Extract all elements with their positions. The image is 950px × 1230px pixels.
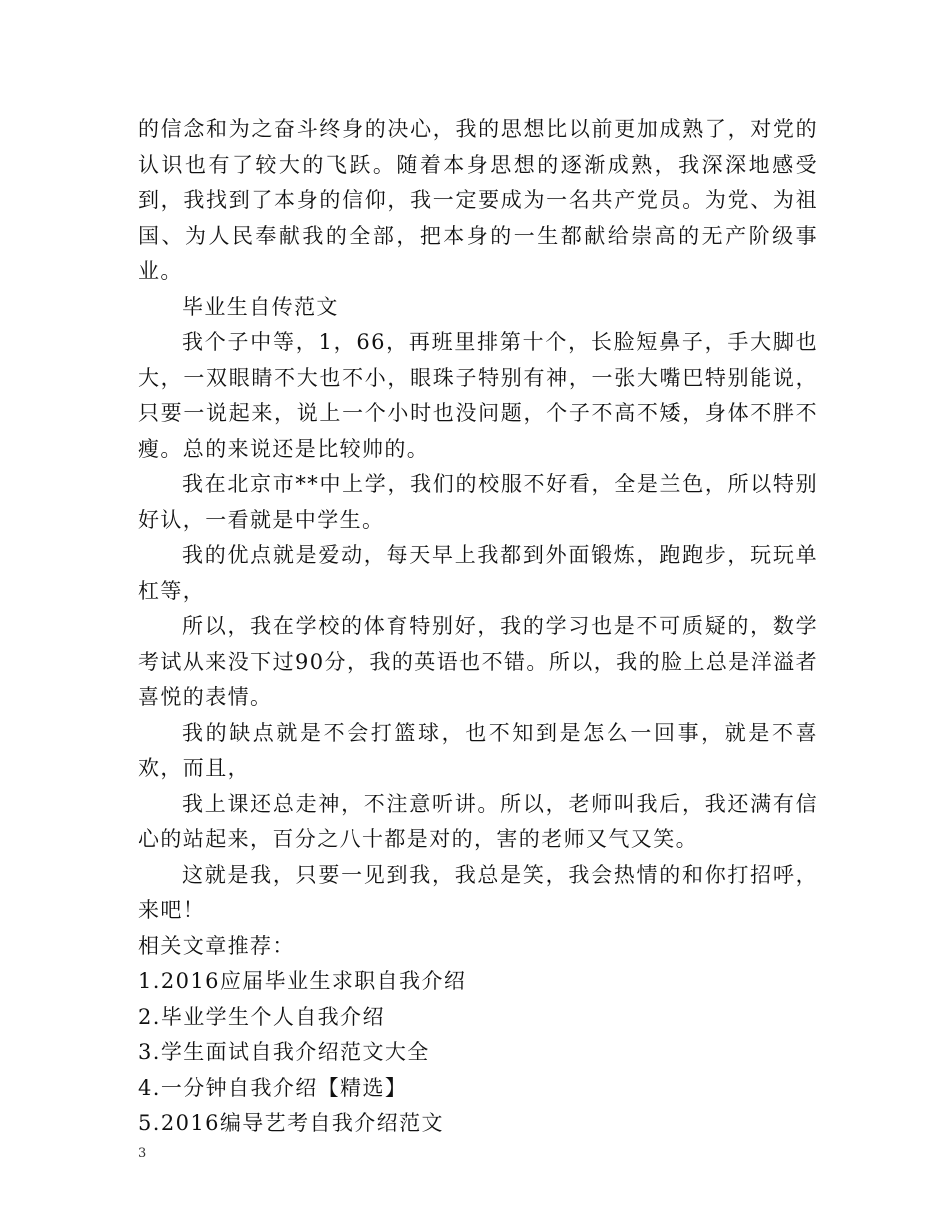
related-article-link[interactable] [138, 1035, 818, 1071]
related-article-link[interactable] [138, 1071, 818, 1107]
related-articles-title: 相关文章推荐： [138, 933, 295, 958]
body-paragraph: 这就是我，只要一见到我，我总是笑，我会热情的和你打招呼，来吧！ [138, 862, 818, 922]
related-article-number: 5. [138, 1111, 161, 1135]
related-article-title: 一分钟自我介绍【精选】 [160, 1075, 408, 1100]
related-article-number: 3. [138, 1040, 161, 1064]
related-article-title: 毕业学生个人自我介绍 [160, 1004, 385, 1029]
related-article-number: 1. [138, 969, 161, 993]
related-article-title: 2016应届毕业生求职自我介绍 [160, 969, 467, 993]
section-title: 毕业生自传范文 [182, 294, 339, 319]
related-article-title: 学生面试自我介绍范文大全 [160, 1040, 430, 1064]
continuation-paragraph: 的信念和为之奋斗终身的决心，我的思想比以前更加成熟了，对党的认识也有了较大的飞跃。随着本身思想的逐渐成熟，我深深地感受到，我找到了本身的信仰，我一定要成为一名共产党员。为党、为祖国、为人民奉献我的全部，把本身的一生都献给崇高的无产阶级事业。 [138, 117, 818, 283]
body-paragraph: 我的缺点就是不会打篮球，也不知到是怎么一回事，就是不喜欢，而且， [138, 720, 818, 780]
related-article-link[interactable] [138, 1106, 818, 1142]
body-paragraph: 所以，我在学校的体育特别好，我的学习也是不可质疑的，数学考试从来没下过90分，我的英语也不错。所以，我的脸上总是洋溢者喜悦的表情。 [138, 614, 818, 709]
related-article-link[interactable] [138, 964, 818, 1000]
related-article-number: 2. [138, 1004, 161, 1029]
body-paragraph: 我在北京市**中上学，我们的校服不好看，全是兰色，所以特别好认，一看就是中学生。 [138, 472, 818, 532]
body-paragraph: 我个子中等，1，66，再班里排第十个，长脸短鼻子，手大脚也大，一双眼睛不大也不小，眼珠子特别有神，一张大嘴巴特别能说，只要一说起来，说上一个小时也没问题，个子不高不矮，身体不胖不瘦。总的来说还是比较帅的。 [138, 330, 818, 461]
related-article-title: 2016编导艺考自我介绍范文 [160, 1111, 444, 1135]
body-paragraph: 我的优点就是爱动，每天早上我都到外面锻炼，跑跑步，玩玩单杠等， [138, 543, 818, 603]
body-paragraph: 我上课还总走神，不注意听讲。所以，老师叫我后，我还满有信心的站起来，百分之八十都是对的，害的老师又气又笑。 [138, 791, 818, 851]
related-article-link[interactable] [138, 1000, 818, 1036]
related-article-number: 4. [138, 1075, 161, 1100]
page-number: 3 [138, 1146, 147, 1161]
related-articles-list [138, 964, 818, 1142]
document-body [138, 112, 818, 1142]
